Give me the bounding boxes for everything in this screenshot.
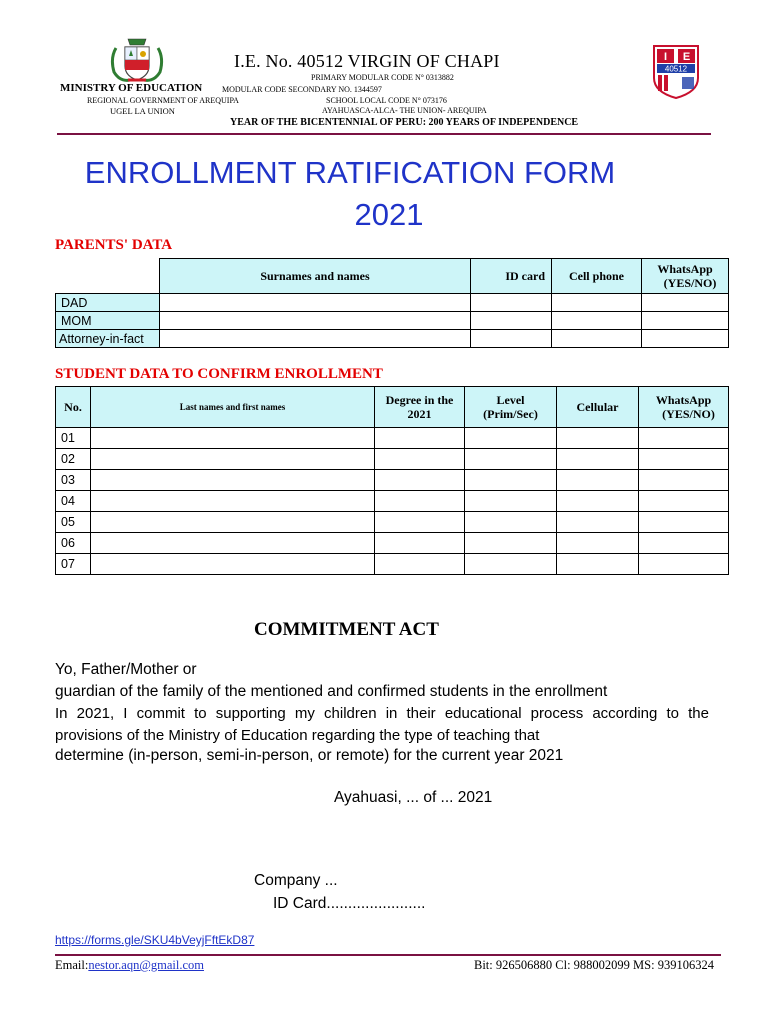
table-row: [56, 449, 729, 470]
student-whatsapp-cell[interactable]: [639, 533, 729, 554]
student-whatsapp-cell[interactable]: [639, 449, 729, 470]
attorney-phone-cell[interactable]: [552, 330, 642, 348]
place-date: Ayahuasi, ... of ... 2021: [334, 789, 493, 806]
row-number: 04: [56, 491, 91, 512]
commitment-act-title: COMMITMENT ACT: [254, 619, 439, 640]
student-level-cell[interactable]: [465, 449, 557, 470]
header-divider: [57, 133, 711, 135]
table-row: [56, 512, 729, 533]
degree-label: Degree in the: [385, 393, 454, 407]
row-label-dad: DAD: [56, 294, 160, 312]
parents-table: [55, 258, 729, 348]
student-names-cell[interactable]: [91, 470, 375, 491]
yes-no-label: (YES/NO): [663, 276, 717, 290]
email-label: Email:: [55, 958, 89, 972]
student-names-cell[interactable]: [91, 491, 375, 512]
student-degree-cell[interactable]: [375, 533, 465, 554]
student-level-cell[interactable]: [465, 470, 557, 491]
mom-phone-cell[interactable]: [552, 312, 642, 330]
student-cellular-cell[interactable]: [557, 491, 639, 512]
mom-id-cell[interactable]: [471, 312, 552, 330]
row-number: 02: [56, 449, 91, 470]
attorney-id-cell[interactable]: [471, 330, 552, 348]
commitment-paragraph: In 2021, I commit to supporting my children in their educational process according to the provisions of the Ministry of Education regarding the type of teaching that: [55, 705, 709, 744]
table-row: [56, 428, 729, 449]
mom-names-cell[interactable]: [160, 312, 471, 330]
column-header-whatsapp: [642, 259, 729, 294]
student-whatsapp-cell[interactable]: [639, 491, 729, 512]
column-header-id-card: ID card: [471, 259, 552, 294]
primary-modular-code: PRIMARY MODULAR CODE N° 0313882: [311, 73, 454, 82]
column-header-cellular: Cellular: [557, 387, 639, 428]
row-number: 06: [56, 533, 91, 554]
school-location: AYAHUASCA-ALCA- THE UNION- AREQUIPA: [322, 106, 487, 115]
attorney-whatsapp-cell[interactable]: [642, 330, 729, 348]
level-options-label: (Prim/Sec): [483, 407, 538, 421]
row-label-attorney: Attorney-in-fact: [56, 330, 160, 348]
student-whatsapp-cell[interactable]: [639, 554, 729, 575]
mom-whatsapp-cell[interactable]: [642, 312, 729, 330]
student-cellular-cell[interactable]: [557, 554, 639, 575]
dad-whatsapp-cell[interactable]: [642, 294, 729, 312]
table-row: [56, 533, 729, 554]
student-level-cell[interactable]: [465, 554, 557, 575]
student-whatsapp-cell[interactable]: [639, 470, 729, 491]
table-row: [56, 554, 729, 575]
student-degree-cell[interactable]: [375, 470, 465, 491]
year-motto: YEAR OF THE BICENTENNIAL OF PERU: 200 YEARS OF INDEPENDENCE: [230, 117, 579, 128]
student-names-cell[interactable]: [91, 533, 375, 554]
footer-email: [55, 958, 204, 973]
whatsapp-label: WhatsApp: [657, 262, 713, 276]
student-cellular-cell[interactable]: [557, 470, 639, 491]
commitment-line-1: Yo, Father/Mother or: [55, 661, 197, 678]
degree-year-label: 2021: [407, 407, 432, 421]
yes-no-label: (YES/NO): [662, 407, 715, 421]
table-row: [56, 491, 729, 512]
dad-names-cell[interactable]: [160, 294, 471, 312]
student-names-cell[interactable]: [91, 428, 375, 449]
student-level-cell[interactable]: [465, 491, 557, 512]
footer-phones: Bit: 926506880 Cl: 988002099 MS: 939106324: [474, 958, 714, 972]
student-degree-cell[interactable]: [375, 512, 465, 533]
column-header-cell-phone: Cell phone: [552, 259, 642, 294]
table-row: [56, 330, 729, 348]
column-header-number: No.: [56, 387, 91, 428]
whatsapp-label: WhatsApp: [655, 393, 712, 407]
student-cellular-cell[interactable]: [557, 449, 639, 470]
badge-letter-i: I: [663, 51, 668, 63]
row-number: 03: [56, 470, 91, 491]
regional-government-label: REGIONAL GOVERNMENT OF AREQUIPA: [87, 96, 239, 105]
row-number: 07: [56, 554, 91, 575]
row-number: 01: [56, 428, 91, 449]
id-card-signature-line: ID Card.......................: [273, 895, 426, 912]
form-title: ENROLLMENT RATIFICATION FORM: [84, 155, 616, 190]
student-cellular-cell[interactable]: [557, 428, 639, 449]
students-table: [55, 386, 729, 575]
footer-divider: [55, 954, 721, 956]
coat-of-arms-icon: [108, 36, 166, 86]
commitment-line-4: determine (in-person, semi-in-person, or remote) for the current year 2021: [55, 747, 564, 764]
attorney-names-cell[interactable]: [160, 330, 471, 348]
commitment-line-2: guardian of the family of the mentioned and confirmed students in the enrollment: [55, 683, 608, 700]
dad-id-cell[interactable]: [471, 294, 552, 312]
student-names-cell[interactable]: [91, 449, 375, 470]
company-signature-line: Company ...: [254, 872, 338, 889]
ugel-label: UGEL LA UNION: [110, 106, 175, 116]
level-label: Level: [496, 393, 525, 407]
student-section-heading: STUDENT DATA TO CONFIRM ENROLLMENT: [55, 366, 383, 382]
student-level-cell[interactable]: [465, 512, 557, 533]
student-names-cell[interactable]: [91, 512, 375, 533]
row-label-mom: MOM: [56, 312, 160, 330]
school-local-code: SCHOOL LOCAL CODE N° 073176: [326, 96, 447, 105]
table-row: [56, 470, 729, 491]
parents-section-heading: PARENTS' DATA: [55, 237, 173, 253]
student-degree-cell[interactable]: [375, 449, 465, 470]
student-degree-cell[interactable]: [375, 491, 465, 512]
student-level-cell[interactable]: [465, 533, 557, 554]
student-degree-cell[interactable]: [375, 554, 465, 575]
secondary-modular-code: MODULAR CODE SECONDARY NO. 1344597: [222, 85, 382, 94]
column-header-names: Last names and first names: [91, 387, 375, 428]
student-cellular-cell[interactable]: [557, 533, 639, 554]
student-level-cell[interactable]: [465, 428, 557, 449]
table-row: [56, 294, 729, 312]
student-whatsapp-cell[interactable]: [639, 512, 729, 533]
dad-phone-cell[interactable]: [552, 294, 642, 312]
student-cellular-cell[interactable]: [557, 512, 639, 533]
google-form-link[interactable]: https://forms.gle/SKU4bVeyjFftEkD87: [55, 933, 255, 947]
row-number: 05: [56, 512, 91, 533]
column-header-degree: [375, 387, 465, 428]
column-header-whatsapp: [639, 387, 729, 428]
email-link[interactable]: nestor.aqn@gmail.com: [88, 958, 204, 972]
student-names-cell[interactable]: [91, 554, 375, 575]
school-badge-icon: [652, 42, 700, 100]
school-name: I.E. No. 40512 VIRGIN OF CHAPI: [234, 51, 500, 71]
badge-number: 40512: [664, 64, 688, 74]
table-corner: [56, 259, 160, 294]
ministry-label: MINISTRY OF EDUCATION: [60, 82, 203, 94]
student-whatsapp-cell[interactable]: [639, 428, 729, 449]
table-row: [56, 312, 729, 330]
column-header-level: [465, 387, 557, 428]
badge-letter-e: E: [682, 51, 691, 63]
column-header-surnames: Surnames and names: [160, 259, 471, 294]
student-degree-cell[interactable]: [375, 428, 465, 449]
form-year: 2021: [354, 197, 424, 232]
